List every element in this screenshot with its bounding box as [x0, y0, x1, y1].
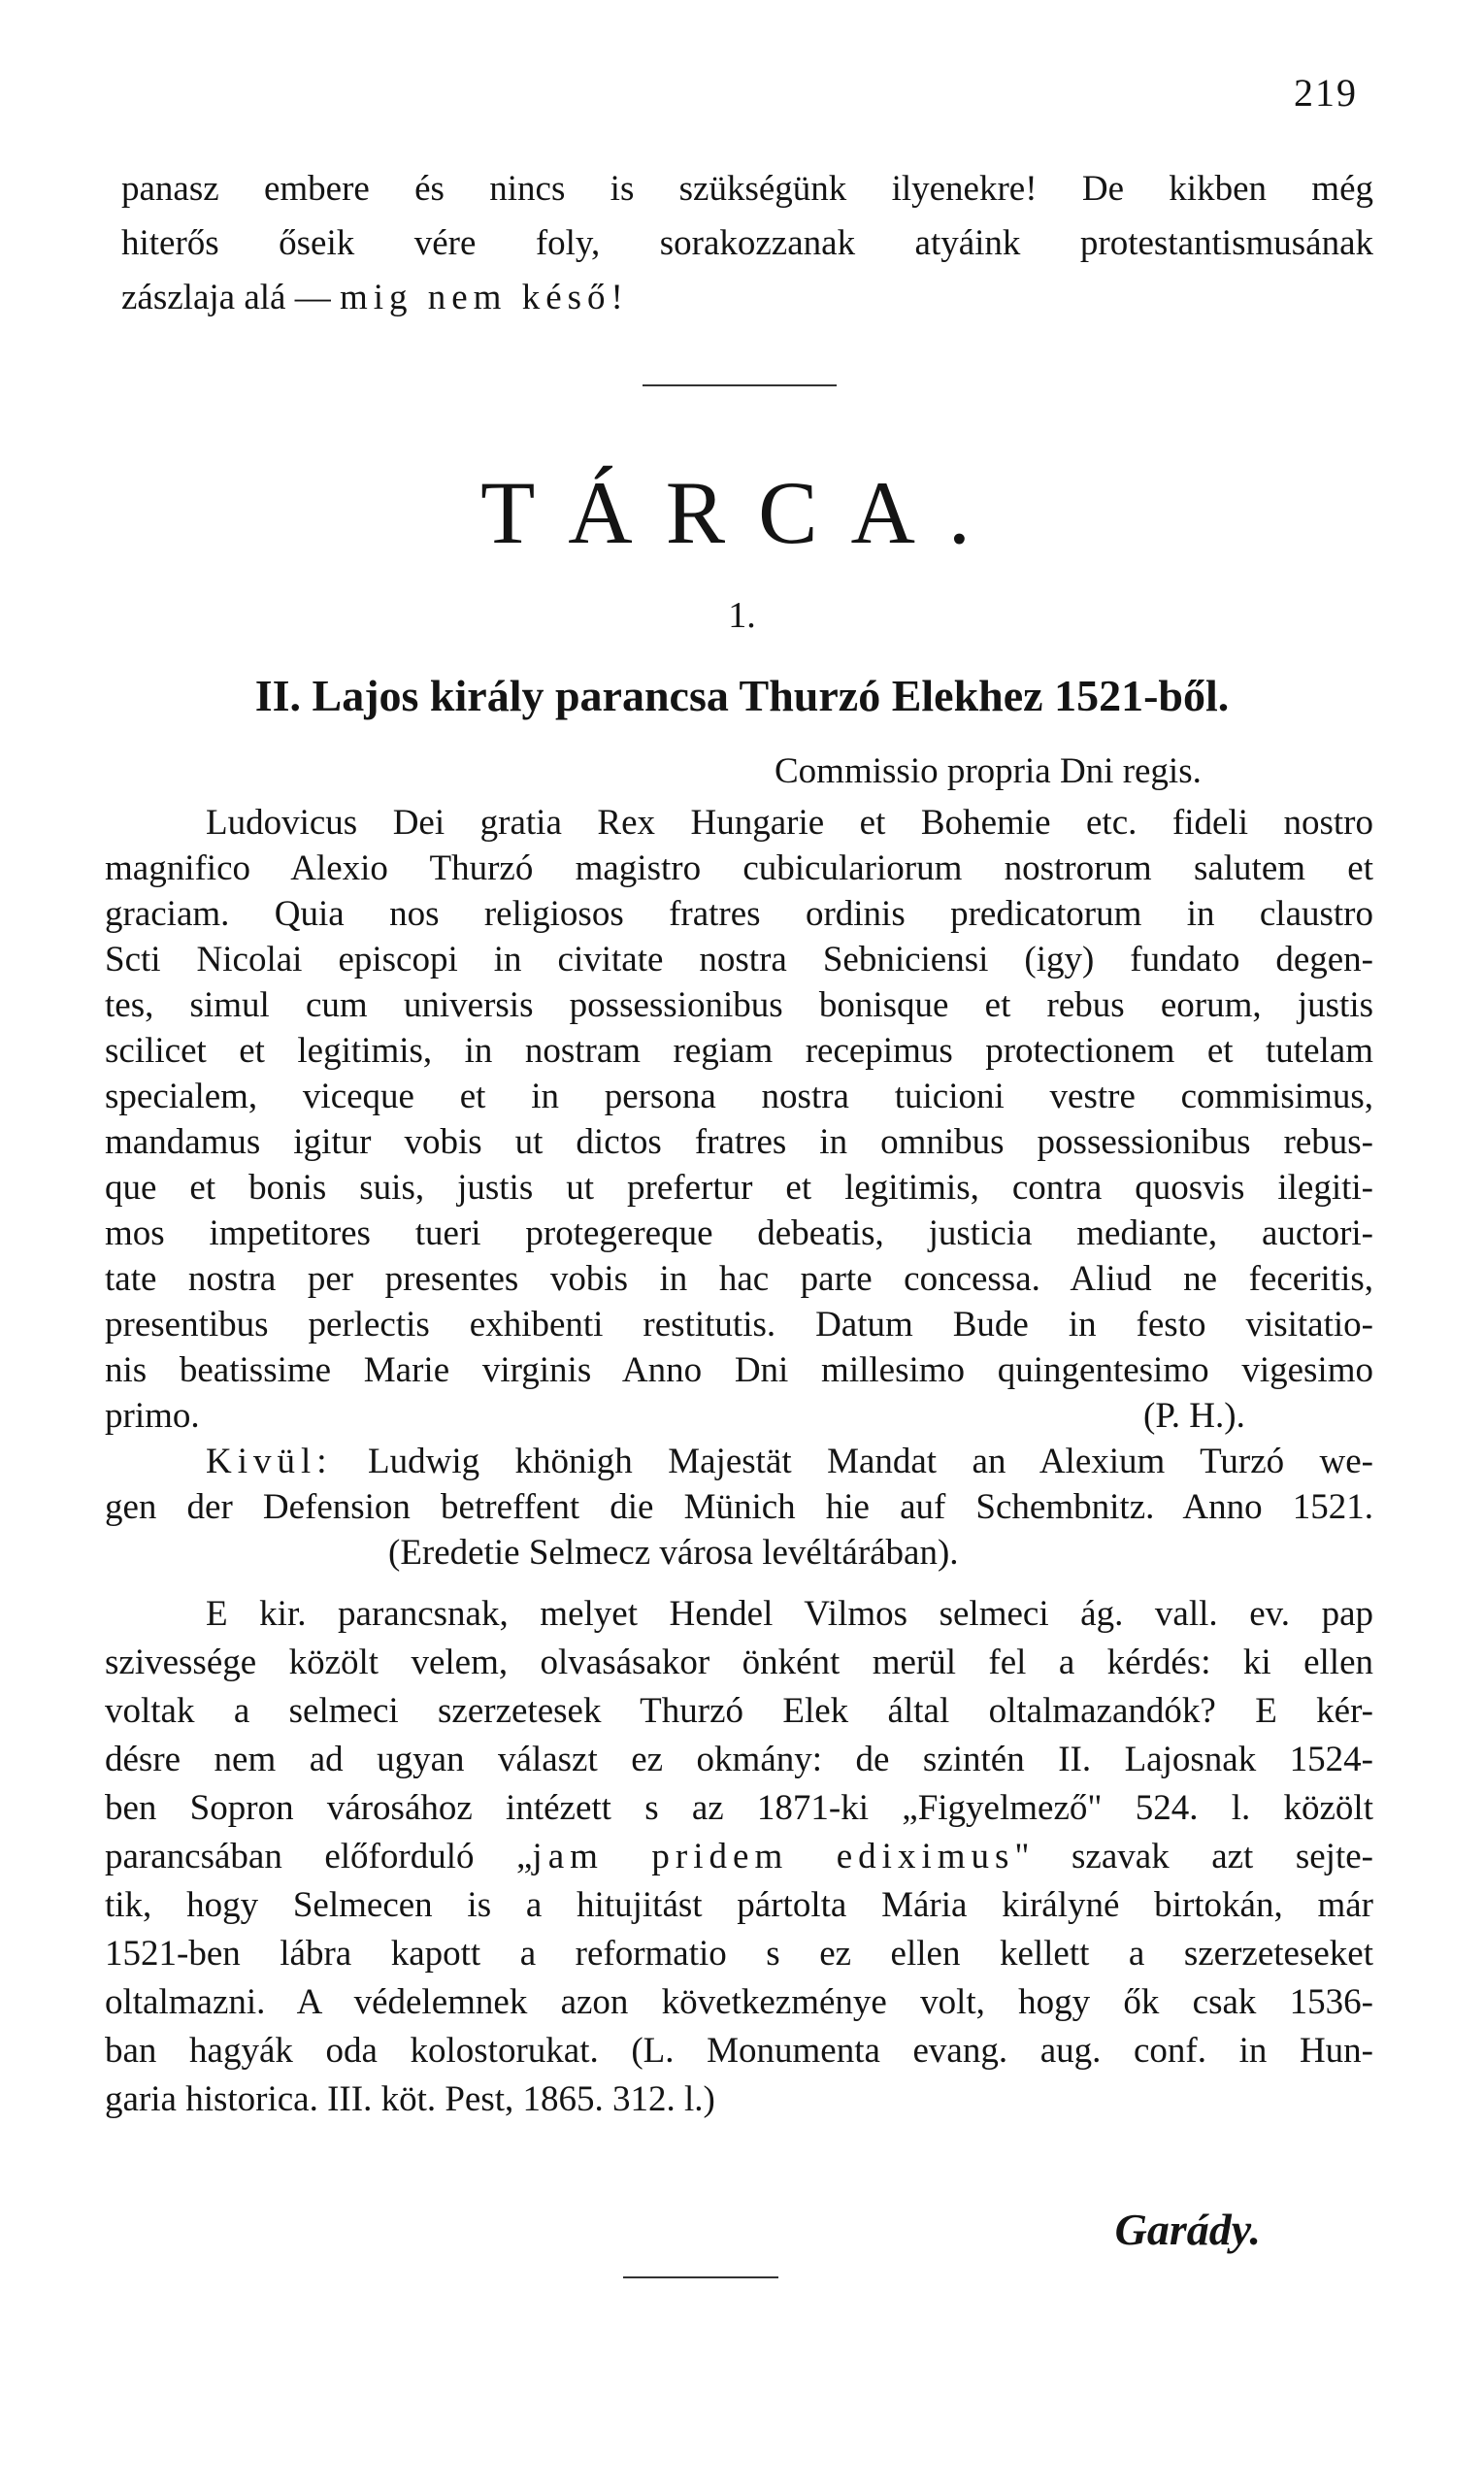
- page-number: 219: [1294, 71, 1358, 115]
- commentary-suffix: " szavak azt sejte-: [1014, 1837, 1373, 1876]
- document-opening: Commissio propria Dni regis.: [775, 751, 1202, 791]
- commentary-line: désre nem ad ugyan választ ez okmány: de szintén II. Lajosnak 1524-: [105, 1740, 1373, 1779]
- bottom-divider-rule: [623, 2276, 778, 2278]
- outside-note-line: [206, 1440, 1373, 1484]
- document-last-line: primo.: [105, 1396, 200, 1436]
- document-line: Scti Nicolai episcopi in civitate nostra Sebniciensi (igy) fundato degen-: [105, 940, 1373, 979]
- source-note: (Eredetie Selmecz városa levéltárában).: [388, 1533, 959, 1573]
- divider-rule: [643, 384, 837, 386]
- commentary-line: tik, hogy Selmecen is a hitujitást pártolta Mária királyné birtokán, már: [105, 1885, 1373, 1925]
- commentary-line: ben Sopron városához intézett s az 1871-ki „Figyelmező" 524. l. közölt: [105, 1788, 1373, 1828]
- section-title: TÁRCA.: [480, 463, 1004, 562]
- intro-line-last: [121, 276, 1373, 320]
- commentary-line: oltalmazni. A védelemnek azon következménye volt, hogy ők csak 1536-: [105, 1982, 1373, 2022]
- document-line: scilicet et legitimis, in nostram regiam recepimus protectionem et tutelam: [105, 1031, 1373, 1071]
- outside-label: Kivül:: [206, 1442, 333, 1481]
- commentary-line: ban hagyák oda kolostorukat. (L. Monumenta evang. aug. conf. in Hun-: [105, 2031, 1373, 2071]
- commentary-line: 1521-ben lábra kapott a reformatio s ez ellen kellett a szerzeteseket: [105, 1934, 1373, 1974]
- commentary-emphasis: jam pridem ediximus: [532, 1837, 1015, 1876]
- commentary-prefix: parancsában előforduló „: [105, 1837, 533, 1876]
- document-line: presentibus perlectis exhibenti restitutis. Datum Bude in festo visitatio-: [105, 1305, 1373, 1345]
- document-line: magnifico Alexio Thurzó magistro cubiculariorum nostrorum salutem et: [105, 848, 1373, 888]
- author-signature: Garády.: [1114, 2205, 1261, 2254]
- document-line: mandamus igitur vobis ut dictos fratres in omnibus possessionibus rebus-: [105, 1122, 1373, 1162]
- document-line: tes, simul cum universis possessionibus bonisque et rebus eorum, justis: [105, 985, 1373, 1025]
- commentary-line: E kir. parancsnak, melyet Hendel Vilmos selmeci ág. vall. ev. pap: [206, 1594, 1373, 1634]
- commentary-line: [105, 1835, 1373, 1879]
- commentary-line: voltak a selmeci szerzetesek Thurzó Elek által oltalmazandók? E kér-: [105, 1691, 1373, 1731]
- document-line: tate nostra per presentes vobis in hac parte concessa. Aliud ne feceritis,: [105, 1259, 1373, 1299]
- section-number: 1.: [728, 595, 756, 636]
- intro-line: panasz embere és nincs is szükségünk ilyenekre! De kikben még: [121, 169, 1373, 209]
- seal-note: (P. H.).: [1143, 1396, 1245, 1436]
- intro-prefix: zászlaja alá —: [121, 278, 340, 317]
- article-heading: II. Lajos király parancsa Thurzó Elekhez 1521-ből.: [254, 671, 1230, 720]
- document-line: nis beatissime Marie virginis Anno Dni millesimo quingentesimo vigesimo: [105, 1350, 1373, 1390]
- outside-text: Ludwig khönigh Majestät Mandat an Alexium Turzó we-: [368, 1442, 1374, 1481]
- document-line: que et bonis suis, justis ut prefertur et legitimis, contra quosvis ilegiti-: [105, 1168, 1373, 1208]
- document-line: specialem, viceque et in persona nostra tuicioni vestre commisimus,: [105, 1077, 1373, 1116]
- document-line: graciam. Quia nos religiosos fratres ordinis predicatorum in claustro: [105, 894, 1373, 934]
- commentary-last-line: garia historica. III. köt. Pest, 1865. 312. l.): [105, 2079, 715, 2119]
- document-line: mos impetitores tueri protegereque debeatis, justicia mediante, auctori-: [105, 1213, 1373, 1253]
- intro-emphasis: mig nem késő!: [339, 278, 629, 317]
- intro-line: hiterős őseik vére foly, sorakozzanak atyáink protestantismusának: [121, 223, 1373, 263]
- outside-note-line: gen der Defension betreffent die Münich hie auf Schembnitz. Anno 1521.: [105, 1487, 1373, 1527]
- commentary-line: szivessége közölt velem, olvasásakor önként merül fel a kérdés: ki ellen: [105, 1643, 1373, 1682]
- document-line: Ludovicus Dei gratia Rex Hungarie et Bohemie etc. fideli nostro: [206, 803, 1373, 843]
